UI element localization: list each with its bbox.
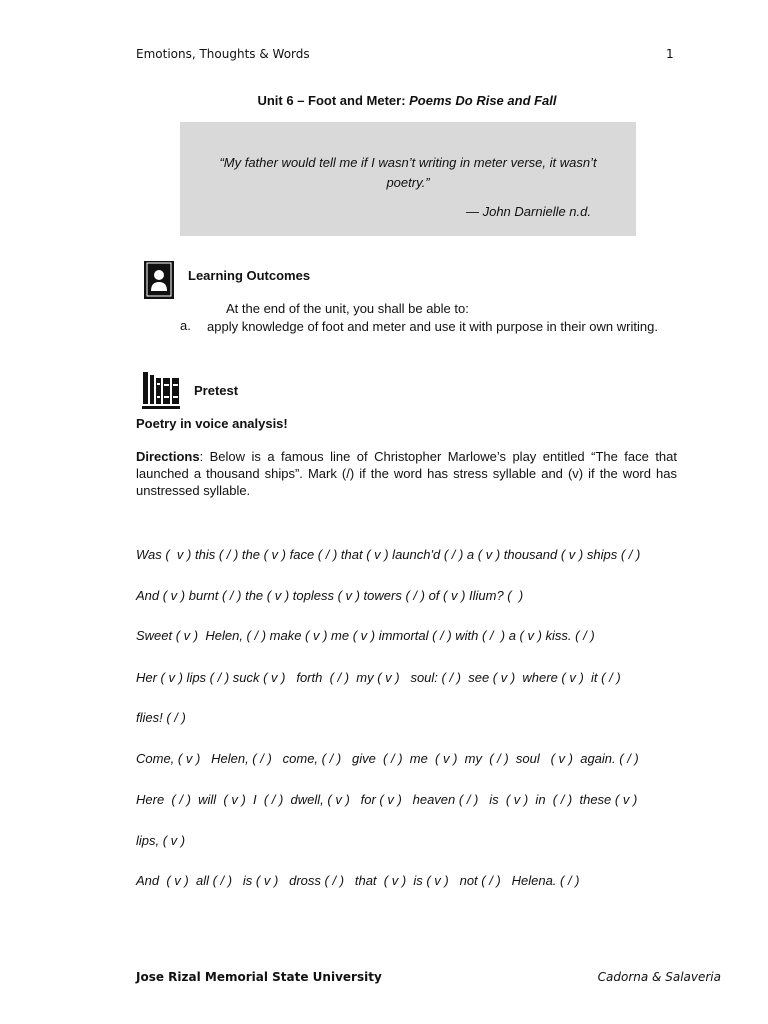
poem-line: flies! ( / ) — [136, 710, 186, 725]
directions-paragraph — [136, 448, 677, 499]
directions-label: Directions — [136, 449, 200, 464]
unit-title-prefix: Unit 6 – Foot and Meter: — [257, 93, 410, 108]
learning-outcomes-intro: At the end of the unit, you shall be able to: — [226, 301, 469, 316]
directions-text: : Below is a famous line of Christopher Marlowe’s play entitled “The face that launched a thousand ships”. Mark (/) if the word has stress syllable and (v) if the word has unstressed syllable. — [136, 449, 677, 498]
person-card-icon — [143, 260, 175, 300]
unit-title — [0, 93, 768, 108]
poem-line: lips, ( v ) — [136, 833, 186, 848]
pretest-label: Pretest — [194, 383, 239, 398]
poem-line: Her ( v ) lips ( / ) suck ( v ) forth ( / ) my ( v ) soul: ( / ) see ( v ) where ( v ) it ( / ) — [136, 670, 621, 685]
section-title: Poetry in voice analysis! — [136, 416, 288, 431]
books-icon — [142, 370, 180, 410]
learning-outcomes-label: Learning Outcomes — [188, 268, 311, 283]
poem-line: Sweet ( v ) Helen, ( / ) make ( v ) me ( v ) immortal ( / ) with ( / ) a ( v ) kiss. ( / ) — [136, 628, 595, 643]
poem-line: Come, ( v ) Helen, ( / ) come, ( / ) give ( / ) me ( v ) my ( / ) soul ( v ) again. ( / ) — [136, 751, 639, 766]
poem-line: And ( v ) burnt ( / ) the ( v ) topless ( v ) towers ( / ) of ( v ) Ilium? ( ) — [136, 588, 524, 603]
quote-text: “My father would tell me if I wasn’t writing in meter verse, it wasn’t poetry.” — [219, 155, 597, 190]
header-title: Emotions, Thoughts & Words — [136, 47, 310, 61]
outcome-item-text: apply knowledge of foot and meter and use it with purpose in their own writing. — [207, 319, 658, 334]
unit-title-italic: Poems Do Rise and Fall — [409, 93, 557, 108]
outcome-item-marker: a. — [180, 318, 191, 333]
quote-author: — John Darnielle n.d. — [465, 204, 591, 219]
poem-line: Here ( / ) will ( v ) I ( / ) dwell, ( v ) for ( v ) heaven ( / ) is ( v ) in ( / ) these ( v ) — [136, 792, 638, 807]
poem-line: And ( v ) all ( / ) is ( v ) dross ( / ) that ( v ) is ( v ) not ( / ) Helena. ( / ) — [136, 873, 580, 888]
poem-line: Was ( v ) this ( / ) the ( v ) face ( / ) that ( v ) launch'd ( / ) a ( v ) thousand ( v ) ships ( / ) — [136, 547, 641, 562]
footer-institution: Jose Rizal Memorial State University — [136, 970, 382, 984]
page-number: 1 — [666, 47, 674, 61]
footer-authors: Cadorna & Salaveria — [597, 970, 721, 984]
